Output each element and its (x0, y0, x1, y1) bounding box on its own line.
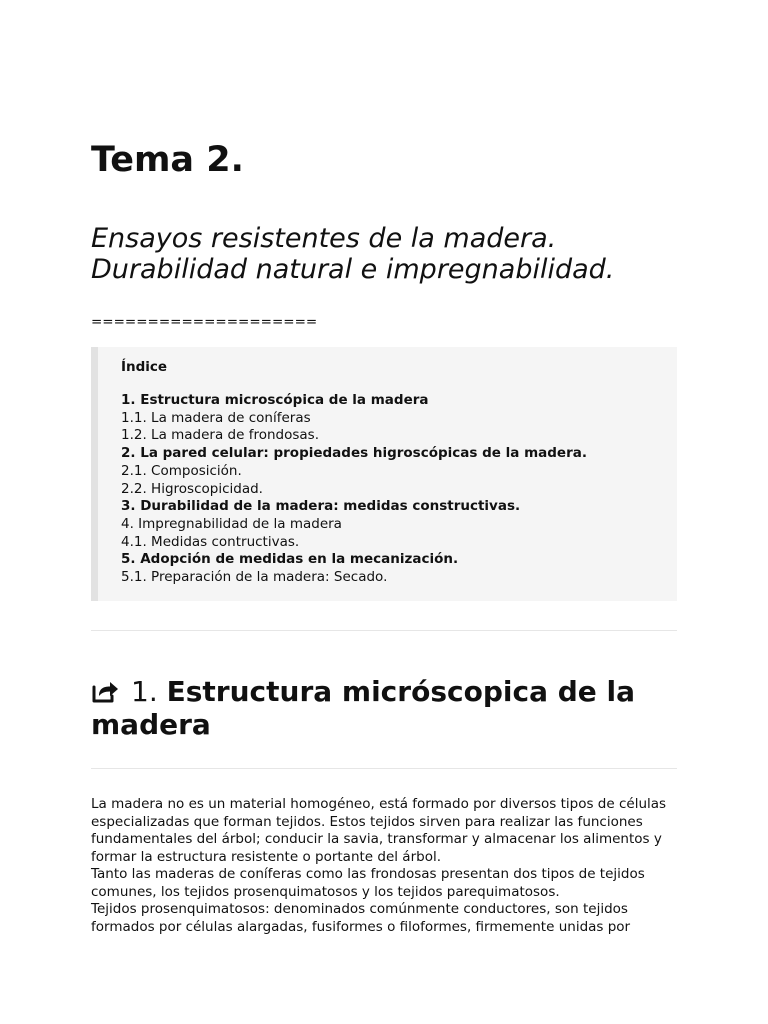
index-list (121, 392, 587, 587)
index-item: 5. Adopción de medidas en la mecanización. (121, 551, 459, 568)
subtitle-line-2: Durabilidad natural e impregnabilidad. (91, 254, 615, 285)
index-title: Índice (121, 359, 168, 375)
index-item: 4.1. Medidas contructivas. (121, 533, 300, 550)
subtitle-line-1: Ensayos resistentes de la madera. (91, 223, 557, 254)
divider (91, 768, 677, 769)
index-item: 2. La pared celular: propiedades higroscópicas de la madera. (121, 445, 587, 462)
index-item: 5.1. Preparación de la madera: Secado. (121, 569, 388, 586)
section-number: 1. (131, 675, 158, 708)
index-item: 1.2. La madera de frondosas. (121, 427, 319, 444)
index-item: 4. Impregnabilidad de la madera (121, 515, 342, 532)
separator-line: ==================== (91, 314, 318, 330)
document-title: Tema 2. (91, 140, 244, 180)
index-item: 2.1. Composición. (121, 462, 242, 479)
paragraph: La madera no es un material homogéneo, está formado por diversos tipos de células especializadas que forman tejidos. Estos tejidos sirven para realizar las funciones fundamentales del árbol; conducir la savia, transformar y almacenar los alimentos y formar la estructura resistente o portante del árbol. (91, 796, 667, 865)
document-subtitle (91, 223, 614, 285)
share-icon[interactable] (91, 678, 121, 704)
section-heading (91, 675, 691, 741)
divider (91, 630, 677, 631)
index-item: 2.2. Higroscopicidad. (121, 480, 263, 497)
index-item: 1. Estructura microscópica de la madera (121, 392, 429, 408)
index-item: 3. Durabilidad de la madera: medidas constructivas. (121, 498, 521, 515)
index-box (91, 347, 677, 601)
paragraph: Tanto las maderas de coníferas como las frondosas presentan dos tipos de tejidos comunes, los tejidos prosenquimatosos y los tejidos parequimatosos. (91, 866, 645, 900)
section-body (91, 796, 691, 936)
paragraph: Tejidos prosenquimatosos: denominados comúnmente conductores, son tejidos formados por células alargadas, fusiformes o filoformes, firmemente unidas por (91, 901, 631, 935)
section-heading-text: Estructura micróscopica de la madera (91, 675, 635, 741)
index-item: 1.1. La madera de coníferas (121, 409, 311, 426)
